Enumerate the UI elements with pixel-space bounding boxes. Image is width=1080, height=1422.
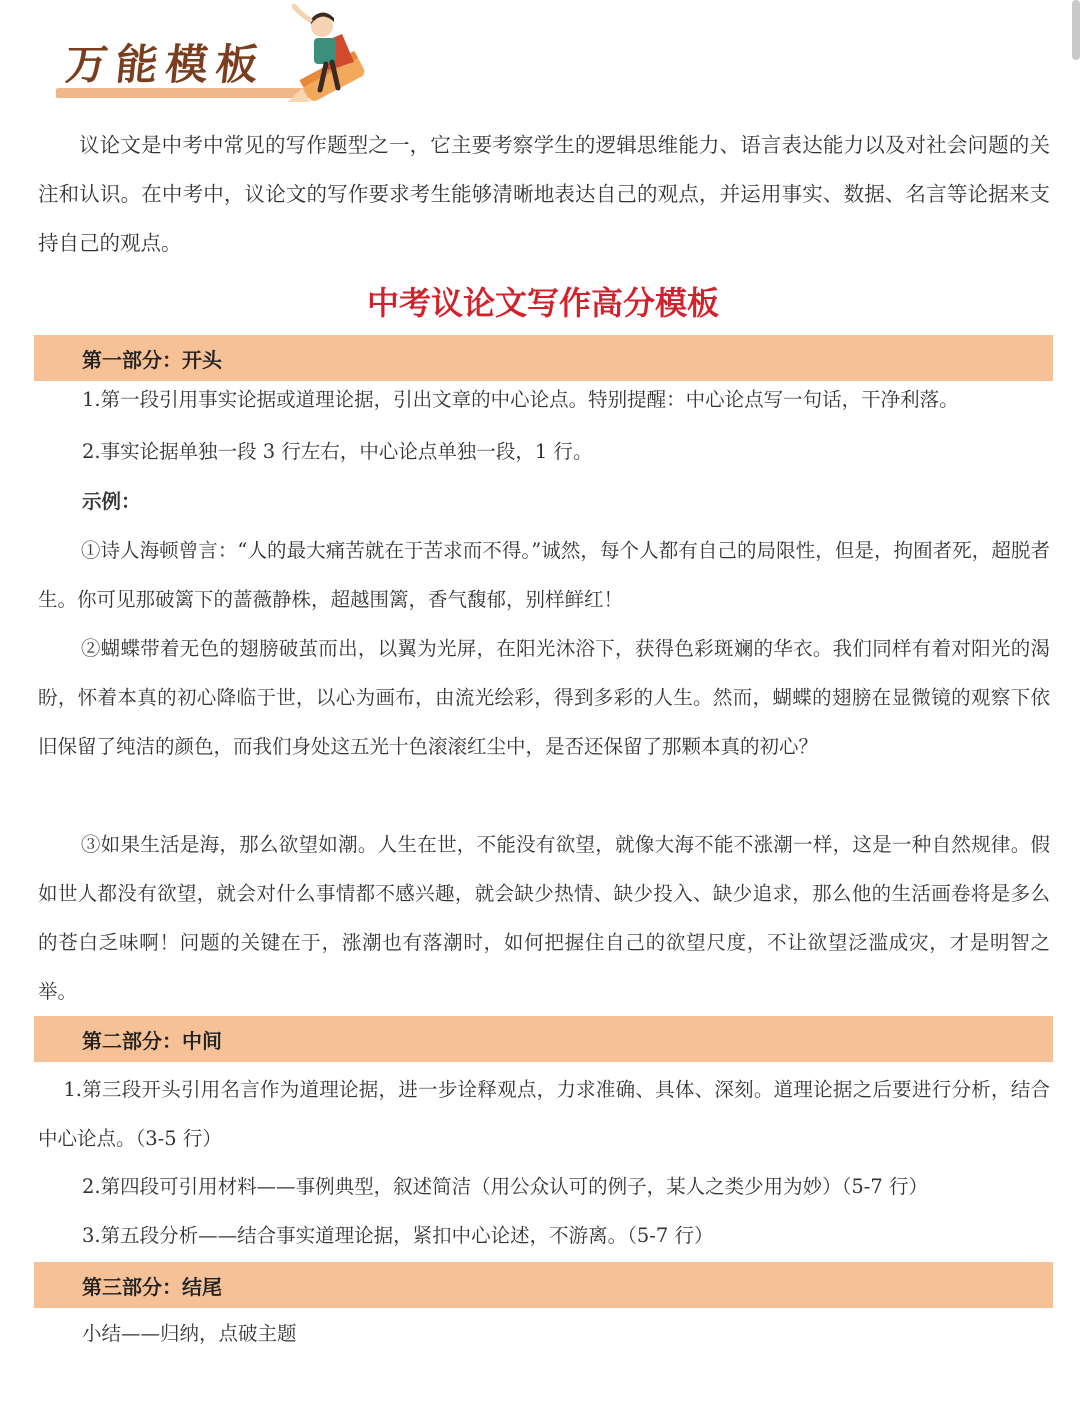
- student-with-pencil-illustration: [280, 4, 372, 114]
- section-heading-opening: [34, 335, 1053, 381]
- example-label: 示例：: [82, 490, 141, 513]
- logo-text: 万能模板: [63, 40, 269, 89]
- example-paragraph-3: ③如果生活是海，那么欲望如潮。人生在世，不能没有欲望，就像大海不能不涨潮一样，这是一种自然规律。假如世人都没有欲望，就会对什么事情都不感兴趣，就会缺少热情、缺少投入、缺少追求，那么他的生活画卷将是多么的苍白乏味啊！问题的关键在于，涨潮也有落潮时，如何把握住自己的欲望尺度，不让欲望泛滥成灾，才是明智之举。: [38, 833, 1050, 1003]
- section-heading-label: 第一部分：开头: [82, 348, 222, 372]
- middle-rule-2: 2.第四段可引用材料——事例典型，叙述简洁（用公众认可的例子，某人之类少用为妙）（5-7 行）: [82, 1175, 928, 1198]
- section-heading-middle: [34, 1016, 1053, 1062]
- middle-rule-1: 1.第三段开头引用名言作为道理论据，进一步诠释观点，力求准确、具体、深刻。道理论据之后要进行分析，结合中心论点。（3-5 行）: [38, 1078, 1050, 1150]
- intro-paragraph: 议论文是中考中常见的写作题型之一，它主要考察学生的逻辑思维能力、语言表达能力以及对社会问题的关注和认识。在中考中，议论文的写作要求考生能够清晰地表达自己的观点，并运用事实、数据、名言等论据来支持自己的观点。: [38, 133, 1050, 255]
- ending-rule-1: 小结——归纳，点破主题: [82, 1322, 297, 1345]
- logo: [52, 4, 372, 114]
- page-title: 中考议论文写作高分模板: [366, 284, 719, 322]
- section-heading-ending: [34, 1262, 1053, 1308]
- example-paragraph-2: ②蝴蝶带着无色的翅膀破茧而出，以翼为光屏，在阳光沐浴下，获得色彩斑斓的华衣。我们同样有着对阳光的渴盼，怀着本真的初心降临于世，以心为画布，由流光绘彩，得到多彩的人生。然而，蝴蝶的翅膀在显微镜的观察下依旧保留了纯洁的颜色，而我们身处这五光十色滚滚红尘中，是否还保留了那颗本真的初心？: [38, 637, 1050, 758]
- scrollbar[interactable]: [1072, 0, 1080, 60]
- opening-rule-2: 2.事实论据单独一段 3 行左右，中心论点单独一段，1 行。: [82, 440, 593, 463]
- section-heading-label: 第二部分：中间: [82, 1029, 222, 1053]
- middle-rule-3: 3.第五段分析——结合事实道理论据，紧扣中心论述，不游离。（5-7 行）: [82, 1224, 714, 1247]
- section-heading-label: 第三部分：结尾: [82, 1275, 222, 1299]
- example-paragraph-1: ①诗人海顿曾言：“人的最大痛苦就在于苦求而不得。”诚然，每个人都有自己的局限性，但是，拘囿者死，超脱者生。你可见那破篱下的蔷薇静株，超越围篱，香气馥郁，别样鲜红！: [38, 539, 1050, 611]
- opening-rule-1: 1.第一段引用事实论据或道理论据，引出文章的中心论点。特别提醒：中心论点写一句话，干净利落。: [82, 388, 959, 411]
